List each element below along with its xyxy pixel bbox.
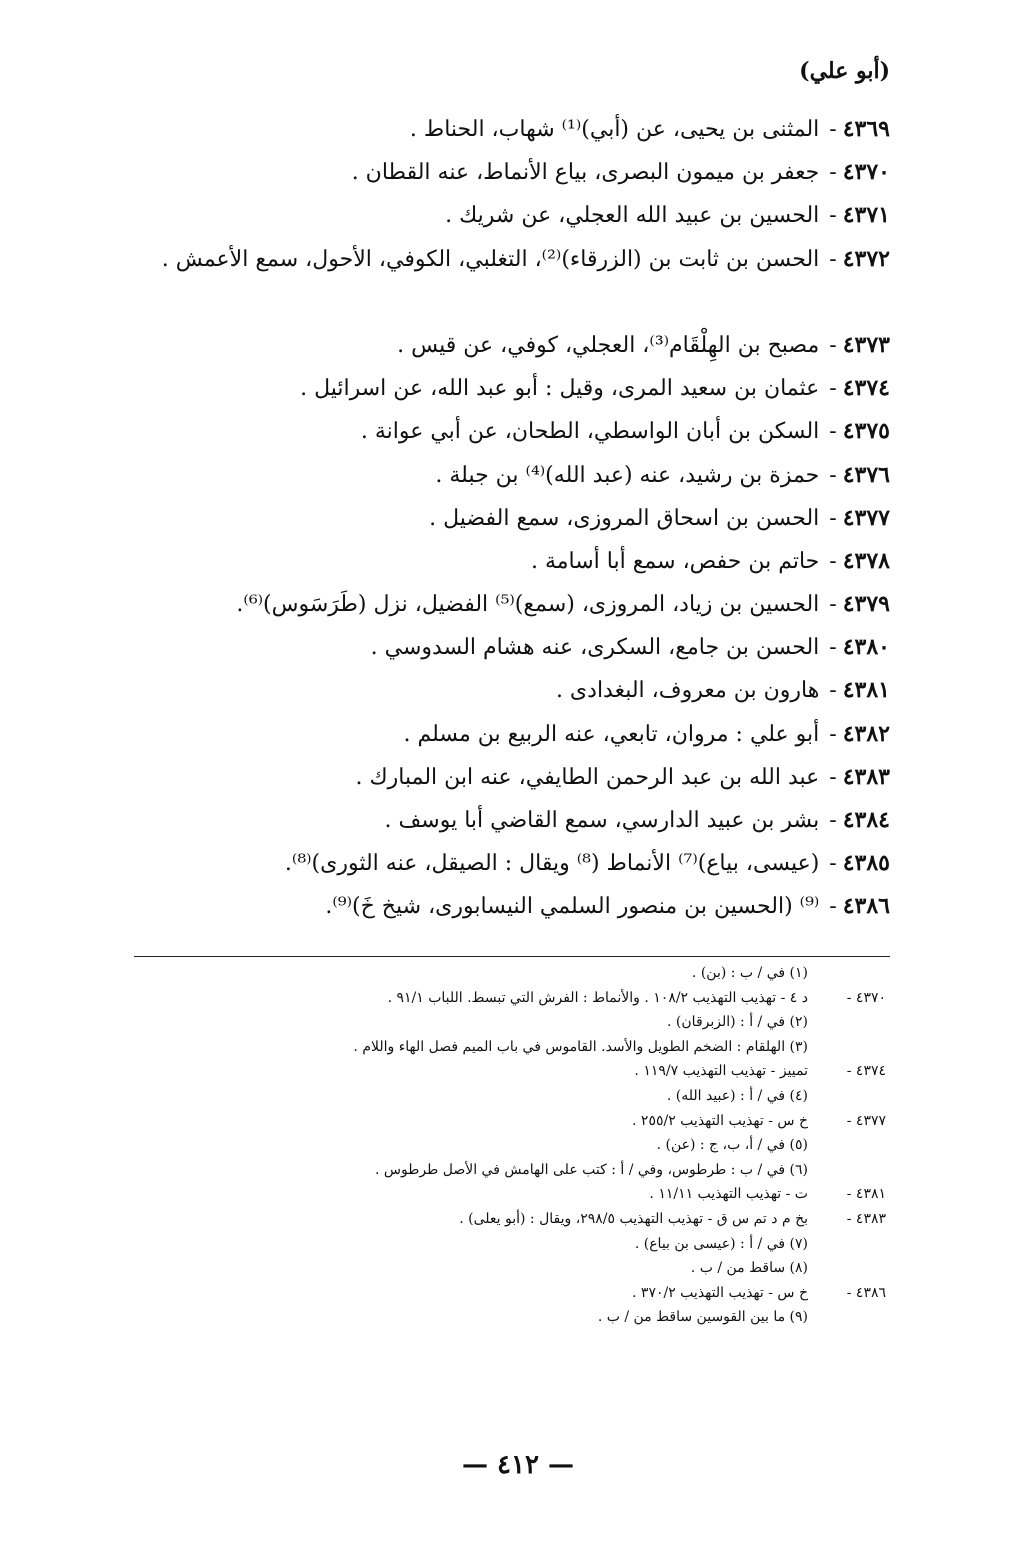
footnote-text: (٥) في / أ، ب، ج : (عن) . (656, 1137, 808, 1154)
footnote-ref: ٤٣٨٦ - (846, 1284, 886, 1301)
entry-dash: - (829, 851, 837, 877)
entry (84, 454, 890, 497)
footnote (130, 1256, 890, 1281)
entry (84, 799, 890, 842)
footnote-ref (808, 1232, 890, 1257)
entry (84, 756, 890, 799)
footnote-text: (١) في / ب : (بن) . (691, 965, 808, 981)
running-header: (أبو علي) (799, 58, 890, 84)
footnote (130, 1133, 890, 1158)
entry-dash: - (829, 505, 837, 531)
footnote (130, 1232, 890, 1257)
footnotes (130, 961, 890, 1330)
entry-number: ٤٣٧١ (842, 202, 890, 229)
entry (84, 151, 890, 194)
footnote (130, 1059, 890, 1084)
entry-text: ⁽⁹⁾ (الحسين بن منصور السلمي النيسابورى، شيخ خَ)⁽⁹⁾. (325, 894, 820, 920)
footnote-text: خ س - تهذيب التهذيب ٢٥٥/٢ . (632, 1112, 808, 1129)
entries-list (84, 108, 890, 929)
footnote-text: (٨) ساقط من / ب . (690, 1260, 808, 1277)
entry (84, 885, 890, 928)
footnote (130, 1281, 890, 1306)
entry-dash: - (829, 376, 837, 402)
footnote-ref (808, 1256, 890, 1281)
entry (84, 583, 890, 626)
footnote-ref: ٤٣٧٤ - (846, 1063, 886, 1080)
entry-text: عثمان بن سعيد المرى، وقيل : أبو عبد الله، عن اسرائيل . (300, 376, 820, 402)
entry-number: ٤٣٧٩ (842, 591, 890, 618)
footnote (130, 1109, 890, 1134)
entry-dash: - (829, 548, 837, 574)
entry-text: هارون بن معروف، البغدادى . (555, 678, 820, 704)
entry-number: ٤٣٨٦ (842, 893, 890, 920)
entry-number: ٤٣٧٥ (842, 418, 890, 445)
entry (84, 108, 890, 151)
footnote-ref (808, 961, 890, 986)
entry-text: جعفر بن ميمون البصرى، بياع الأنماط، عنه القطان . (351, 160, 820, 186)
entry-text: (عيسى، بياع)⁽⁷⁾ الأنماط (⁸⁾ ويقال : الصيقل، عنه الثورى)⁽⁸⁾. (284, 851, 820, 877)
entry-text: بشر بن عبيد الدارسي، سمع القاضي أبا يوسف . (384, 808, 820, 834)
footnote (130, 1084, 890, 1109)
footnote-text: (٩) ما بين القوسين ساقط من / ب . (597, 1309, 808, 1326)
footnote (130, 1207, 890, 1232)
entry (84, 713, 890, 756)
entry-dash: - (829, 764, 837, 790)
entry-dash: - (829, 246, 837, 272)
entry-text: أبو علي : مروان، تابعي، عنه الربيع بن مسلم . (403, 721, 820, 747)
entry (84, 324, 890, 367)
entry-number: ٤٣٨٤ (842, 807, 890, 834)
entry-text: حاتم بن حفص، سمع أبا أسامة . (530, 548, 820, 574)
entry (84, 669, 890, 712)
footnote (130, 1035, 890, 1060)
page-number: — ٤١٢ — (461, 1450, 575, 1480)
entry-number: ٤٣٧٨ (842, 547, 890, 574)
footnote-ref: ٤٣٨١ - (846, 1186, 886, 1203)
footnote-ref (808, 1084, 890, 1109)
entry-dash: - (829, 721, 837, 747)
footnote-text: (٧) في / أ : (عيسى بن بياع) . (634, 1235, 808, 1252)
entry-number: ٤٣٨٥ (842, 850, 890, 877)
footnote (130, 1182, 890, 1207)
footnote-ref (808, 1133, 890, 1158)
entry-text: الحسن بن جامع، السكرى، عنه هشام السدوسي . (370, 635, 820, 661)
entry (84, 842, 890, 885)
entry (84, 410, 890, 453)
entry-number: ٤٣٨٢ (842, 720, 890, 747)
entry (84, 367, 890, 410)
entry-text: مصبح بن الهِلْقَام⁽³⁾، العجلي، كوفي، عن قيس . (397, 332, 820, 358)
entry-number: ٤٣٧٧ (842, 504, 890, 531)
footnote-ref: ٤٣٧٠ - (846, 989, 886, 1006)
entry-number: ٤٣٨٠ (842, 634, 890, 661)
entry-text: الحسن بن ثابت بن (الزرقاء)⁽²⁾، التغلبي، الكوفي، الأحول، سمع الأعمش . (161, 246, 820, 272)
footnote-ref: ٤٣٨٣ - (846, 1210, 886, 1227)
entry-dash: - (829, 117, 837, 142)
entry-dash: - (829, 419, 837, 445)
entry (84, 626, 890, 669)
entry-dash: - (829, 332, 837, 358)
footnote (130, 1158, 890, 1183)
entry-number: ٤٣٧٤ (842, 375, 890, 402)
entry-text: الحسين بن زياد، المروزى، (سمع)⁽⁵⁾ الفضيل، نزل (طَرَسَوس)⁽⁶⁾. (236, 592, 820, 618)
entry-dash: - (829, 203, 837, 229)
footnote (130, 986, 890, 1011)
footnote-ref (808, 1158, 890, 1183)
entry-text: الحسن بن اسحاق المروزى، سمع الفضيل . (429, 505, 820, 531)
entry-dash: - (829, 894, 837, 920)
entry-dash: - (829, 635, 837, 661)
entry-number: ٤٣٦٩ (842, 116, 890, 142)
footnote-text: بخ م د تم س ق - تهذيب التهذيب ٢٩٨/٥، ويقال : (أبو يعلى) . (459, 1210, 808, 1227)
footnote-ref (808, 1305, 890, 1330)
entry-dash: - (829, 808, 837, 834)
footnote (130, 961, 890, 986)
entry (84, 497, 890, 540)
footnote-text: (٦) في / ب : طرطوس، وفي / أ : كتب على الهامش في الأصل طرطوس . (375, 1161, 808, 1178)
footnote-text: (٣) الهلقام : الضخم الطويل والأسد. القاموس في باب الميم فصل الهاء واللام . (353, 1038, 808, 1055)
footnote-separator (134, 956, 890, 957)
entry-text: الحسين بن عبيد الله العجلي، عن شريك . (445, 203, 820, 229)
entry (84, 540, 890, 583)
entry (84, 194, 890, 237)
footnote-ref: ٤٣٧٧ - (846, 1112, 886, 1129)
entry-number: ٤٣٧٣ (842, 331, 890, 358)
entry-text: السكن بن أبان الواسطي، الطحان، عن أبي عوانة . (360, 419, 820, 445)
entry-text: حمزة بن رشيد، عنه (عبد الله)⁽⁴⁾ بن جبلة . (435, 462, 820, 488)
entry-number: ٤٣٨٣ (842, 763, 890, 790)
entry-text: المثنى بن يحيى، عن (أبي)⁽¹⁾ شهاب، الحناط . (409, 117, 820, 142)
entry-dash: - (829, 462, 837, 488)
entry-number: ٤٣٧٦ (842, 461, 890, 488)
footnote (130, 1010, 890, 1035)
entry-dash: - (829, 592, 837, 618)
footnote-text: ت - تهذيب التهذيب ١١/١١ . (649, 1186, 808, 1203)
entry-text: عبد الله بن عبد الرحمن الطايفي، عنه ابن المبارك . (355, 764, 820, 790)
footnote-ref (808, 1010, 890, 1035)
footnote-text: د ٤ - تهذيب التهذيب ١٠٨/٢ . والأنماط : الفرش التي تبسط. اللباب ٩١/١ . (387, 989, 808, 1006)
entry-number: ٤٣٧٠ (842, 159, 890, 186)
footnote (130, 1305, 890, 1330)
entry-number: ٤٣٧٢ (842, 245, 890, 272)
footnote-ref (808, 1035, 890, 1060)
entry (84, 238, 890, 324)
footnote-text: تمييز - تهذيب التهذيب ١١٩/٧ . (634, 1063, 808, 1080)
footnote-text: (٢) في / أ : (الزبرقان) . (667, 1014, 808, 1031)
footnote-text: خ س - تهذيب التهذيب ٣٧٠/٢ . (632, 1284, 808, 1301)
entry-dash: - (829, 160, 837, 186)
footnote-text: (٤) في / أ : (عبيد الله) . (666, 1087, 808, 1104)
entry-dash: - (829, 678, 837, 704)
entry-number: ٤٣٨١ (842, 677, 890, 704)
